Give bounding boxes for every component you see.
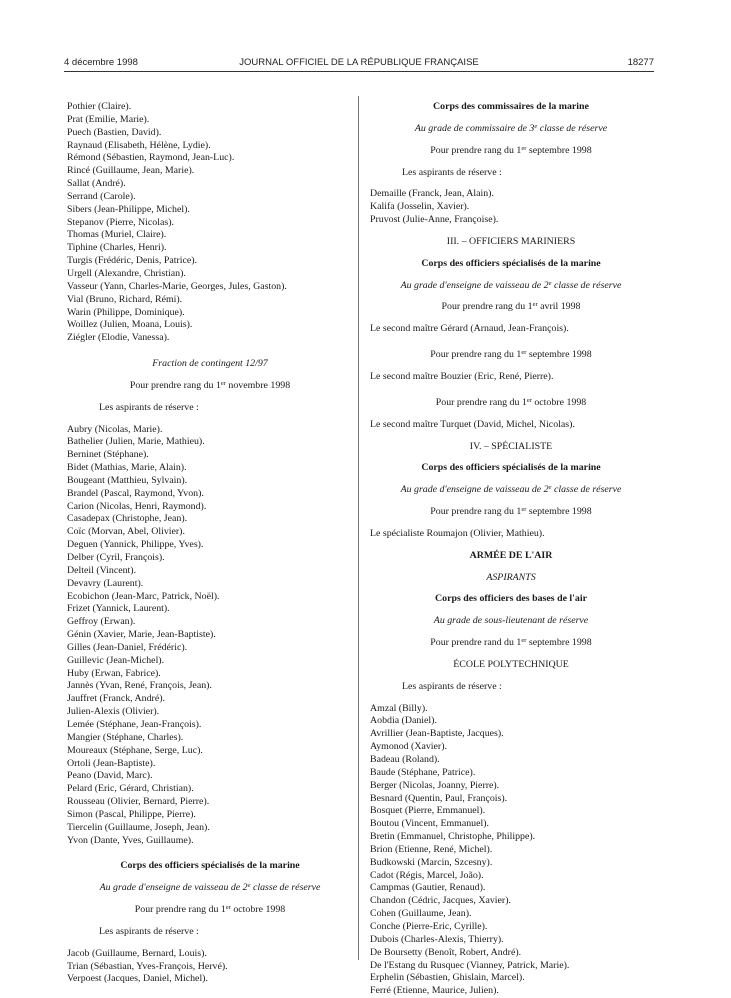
- list-item: Ortoli (Jean-Baptiste).: [67, 757, 156, 769]
- list-item: Rémond (Sébastien, Raymond, Jean-Luc).: [67, 152, 235, 164]
- corps-heading: Corps des commissaires de la marine: [433, 101, 589, 112]
- aspirants-label: Les aspirants de réserve :: [402, 166, 502, 178]
- list-item: Jacob (Guillaume, Bernard, Louis).: [67, 947, 207, 959]
- rank-line: Pour prendre rang du 1er avril 1998: [441, 301, 581, 313]
- spacer: [370, 519, 652, 528]
- list-item: Ziégler (Elodie, Vanessa).: [67, 332, 170, 344]
- list-item: Raynaud (Elisabeth, Hélène, Lydie).: [67, 139, 211, 151]
- spacer: [370, 497, 652, 506]
- spacer: [67, 415, 353, 424]
- rank-line: Pour prendre rang du 1er octobre 1998: [435, 396, 587, 408]
- spacer: [67, 371, 353, 380]
- list-item: Warin (Philippe, Dominique).: [67, 306, 185, 318]
- list-item: Bathelier (Julien, Marie, Mathieu).: [67, 436, 205, 448]
- spacer: [370, 136, 652, 145]
- list-item: Jannès (Yvan, René, François, Jean).: [67, 680, 212, 692]
- list-item: Tiercelin (Guillaume, Joseph, Jean).: [67, 821, 210, 833]
- spacer: [370, 606, 652, 615]
- list-item: Thomas (Muriel, Claire).: [67, 229, 167, 241]
- grade-line: Au grade d'enseigne de vaisseau de 2e classe de réserve: [400, 279, 622, 291]
- spacer: [67, 939, 353, 948]
- corps-heading: Corps des officiers des bases de l'air: [435, 593, 587, 605]
- corps-heading: Corps des officiers spécialisés de la marine: [421, 462, 601, 474]
- list-item: Aymonod (Xavier).: [370, 741, 447, 753]
- list-item: Urgell (Alexandre, Christian).: [67, 267, 186, 279]
- grade-line: Au grade d'enseigne de vaisseau de 2e classe de réserve: [400, 484, 622, 496]
- right-column: [370, 101, 652, 998]
- spacer: [370, 584, 652, 593]
- list-item: Dubois (Charles-Alexis, Thierry).: [370, 933, 504, 945]
- list-item: Frizet (Yannick, Laurent).: [67, 603, 170, 615]
- spacer: [67, 847, 353, 860]
- list-item: Woillez (Julien, Moana, Louis).: [67, 319, 193, 331]
- list-item: Cohen (Guillaume, Jean).: [370, 908, 472, 920]
- list-item: Badeau (Roland).: [370, 754, 440, 765]
- list-item: Vial (Bruno, Richard, Rémi).: [67, 293, 183, 305]
- list-item: Delber (Cyril, François).: [67, 552, 165, 563]
- list-item: Bretin (Emmanuel, Christophe, Philippe).: [370, 831, 536, 843]
- rank-line: Pour prendre rang du 1er septembre 1998: [430, 349, 592, 361]
- list-item: De Boursetty (Benoît, Robert, André).: [370, 946, 522, 958]
- list-item: Rousseau (Olivier, Bernard, Pierre).: [67, 796, 210, 808]
- list-item: Sibers (Jean-Philippe, Michel).: [67, 203, 190, 215]
- list-item: Bougeant (Matthieu, Sylvain).: [67, 474, 188, 486]
- page-header: [64, 56, 654, 70]
- grade-line: Au grade de commissaire de 3e classe de réserve: [414, 122, 608, 134]
- list-item: Sallat (André).: [67, 178, 126, 190]
- rank-line: Pour prendre rang du 1er novembre 1998: [129, 379, 291, 391]
- spacer: [370, 384, 652, 397]
- spacer: [370, 410, 652, 419]
- list-item: Carion (Nicolas, Henri, Raymond).: [67, 500, 207, 512]
- header-page-number: 18277: [627, 57, 654, 68]
- list-item: Moureaux (Stéphane, Serge, Luc).: [67, 744, 203, 756]
- list-item: Aubry (Nicolas, Marie).: [67, 423, 163, 435]
- rank-line: Pour prendre rang du 1er septembre 1998: [430, 144, 592, 156]
- list-item: Yvon (Dante, Yves, Guillaume).: [67, 834, 194, 846]
- spacer: [370, 475, 652, 484]
- header-rule: [64, 71, 654, 72]
- list-item: Budkowski (Marcin, Szcesny).: [370, 856, 493, 868]
- list-item: Berninet (Stéphane).: [67, 449, 149, 461]
- list-item: Puech (Bastien, David).: [67, 126, 162, 138]
- aspirants-label: Les aspirants de réserve :: [99, 925, 199, 937]
- list-item: Boutou (Vincent, Emmanuel).: [370, 818, 489, 830]
- list-item: Peano (David, Marc).: [67, 770, 153, 782]
- list-item: Prat (Emilie, Marie).: [67, 113, 150, 125]
- list-item: Bidet (Mathias, Marie, Alain).: [67, 462, 187, 474]
- list-item: Coïc (Morvan, Abel, Olivier).: [67, 526, 185, 538]
- spacer: [370, 271, 652, 280]
- ecole-heading: ÉCOLE POLYTECHNIQUE: [453, 658, 569, 670]
- list-item: Pruvost (Julie-Anne, Françoise).: [370, 214, 499, 226]
- spacer: [370, 672, 652, 681]
- aspirants-label: Les aspirants de réserve :: [99, 401, 199, 413]
- list-item: Conche (Pierre-Eric, Cyrille).: [370, 920, 488, 932]
- list-item: Ecobichon (Jean-Marc, Patrick, Noël).: [67, 590, 220, 602]
- list-item: Pelard (Eric, Gérard, Christian).: [67, 783, 194, 795]
- appointment-line: Le spécialiste Roumajon (Olivier, Mathieu).: [370, 527, 545, 539]
- list-item: Simon (Pascal, Philippe, Pierre).: [67, 808, 196, 820]
- list-item: De l'Estang du Rusquec (Vianney, Patrick, Marie).: [370, 959, 570, 971]
- list-item: Deguen (Yannick, Philippe, Yves).: [67, 539, 204, 551]
- section-heading: III. – OFFICIERS MARINIERS: [446, 235, 576, 247]
- rank-line: Pour prendre rang du 1er octobre 1998: [134, 904, 286, 916]
- list-item: Berger (Nicolas, Joanny, Pierre).: [370, 779, 500, 791]
- list-item: Pothier (Claire).: [67, 101, 132, 112]
- list-item: Demaille (Franck, Jean, Alain).: [370, 188, 494, 200]
- list-item: Brandel (Pascal, Raymond, Yvon).: [67, 487, 204, 499]
- spacer: [370, 336, 652, 349]
- section-heading: IV. – SPÉCIALISTE: [469, 440, 553, 452]
- spacer: [67, 917, 353, 926]
- list-item: Lemée (Stéphane, Jean-François).: [67, 718, 202, 730]
- list-item: Brion (Etienne, René, Michel).: [370, 843, 493, 855]
- list-item: Ferré (Etienne, Maurice, Julien).: [370, 985, 499, 997]
- list-item: Cadot (Régis, Marcel, João).: [370, 869, 484, 881]
- grade-line: Au grade de sous-lieutenant de réserve: [433, 615, 589, 627]
- spacer: [370, 227, 652, 236]
- list-item: Huby (Erwan, Fabrice).: [67, 667, 161, 679]
- list-item: Vasseur (Yann, Charles-Marie, Georges, Jules, Gaston).: [67, 280, 287, 292]
- list-item: Guillevic (Jean-Michel).: [67, 654, 165, 666]
- list-item: Génin (Xavier, Marie, Jean-Baptiste).: [67, 629, 216, 641]
- list-item: Stepanov (Pierre, Nicolas).: [67, 216, 174, 228]
- list-item: Baude (Stéphane, Patrice).: [370, 766, 476, 778]
- grade-line: Au grade d'enseigne de vaisseau de 2e classe de réserve: [99, 882, 321, 894]
- corps-heading: Corps des officiers spécialisés de la marine: [120, 860, 300, 872]
- spacer: [370, 628, 652, 637]
- list-item: Avrillier (Jean-Baptiste, Jacques).: [370, 728, 504, 740]
- left-column: [67, 101, 353, 986]
- list-item: Jauffret (Franck, André).: [67, 693, 165, 705]
- list-item: Campmas (Gautier, Renaud).: [370, 882, 486, 894]
- header-date: 4 décembre 1998: [64, 57, 138, 68]
- spacer: [370, 362, 652, 371]
- spacer: [370, 694, 652, 703]
- spacer: [370, 453, 652, 462]
- list-item: Delteil (Vincent).: [67, 564, 137, 576]
- corps-heading: Corps des officiers spécialisés de la marine: [421, 257, 601, 269]
- spacer: [370, 650, 652, 659]
- list-item: Aobdia (Daniel).: [370, 715, 437, 727]
- list-item: Mangier (Stéphane, Charles).: [67, 731, 184, 743]
- list-item: Rincé (Guillaume, Jean, Marie).: [67, 165, 195, 177]
- spacer: [370, 179, 652, 188]
- list-item: Bosquet (Pierre, Emmanuel).: [370, 805, 486, 817]
- list-item: Chandon (Cédric, Jacques, Xavier).: [370, 895, 511, 907]
- appointment-line: Le second maître Gérard (Arnaud, Jean-François).: [370, 323, 569, 335]
- list-item: Serrand (Carole).: [67, 190, 136, 202]
- list-item: Devavry (Laurent).: [67, 577, 144, 589]
- appointment-line: Le second maître Bouzier (Eric, René, Pierre).: [370, 370, 554, 382]
- fraction-heading: Fraction de contingent 12/97: [152, 358, 268, 370]
- list-item: Erphelin (Sébastien, Ghislain, Marcel).: [370, 972, 525, 984]
- list-item: Trian (Sébastian, Yves-François, Hervé).: [67, 960, 228, 972]
- rank-line: Pour prendre rand du 1er septembre 1998: [430, 637, 592, 649]
- list-item: Gilles (Jean-Daniel, Frédéric).: [67, 641, 188, 653]
- spacer: [370, 541, 652, 550]
- spacer: [67, 873, 353, 882]
- spacer: [67, 345, 353, 358]
- list-item: Verpoest (Jacques, Daniel, Michel).: [67, 973, 208, 985]
- list-item: Besnard (Quentin, Paul, François).: [370, 792, 508, 804]
- spacer: [370, 158, 652, 167]
- spacer: [370, 432, 652, 441]
- armee-heading: ARMÉE DE L'AIR: [469, 549, 553, 561]
- list-item: Geffroy (Erwan).: [67, 616, 136, 628]
- header-journal-title: JOURNAL OFFICIEL DE LA RÉPUBLIQUE FRANÇAISE: [239, 57, 479, 68]
- aspirants-label: Les aspirants de réserve :: [402, 680, 502, 692]
- list-item: Kalifa (Josselin, Xavier).: [370, 201, 470, 213]
- aspirants-heading: ASPIRANTS: [486, 571, 536, 583]
- column-divider: [358, 96, 359, 960]
- rank-line: Pour prendre rang du 1er septembre 1998: [430, 506, 592, 518]
- spacer: [370, 114, 652, 123]
- list-item: Tiphine (Charles, Henri).: [67, 242, 167, 254]
- spacer: [370, 563, 652, 572]
- list-item: Julien-Alexis (Olivier).: [67, 706, 160, 718]
- spacer: [370, 314, 652, 323]
- spacer: [67, 895, 353, 904]
- list-item: Turgis (Frédéric, Denis, Patrice).: [67, 255, 197, 267]
- list-item: Amzal (Billy).: [370, 702, 428, 714]
- spacer: [67, 393, 353, 402]
- spacer: [370, 292, 652, 301]
- appointment-line: Le second maître Turquet (David, Michel, Nicolas).: [370, 418, 575, 430]
- list-item: Casadepax (Christophe, Jean).: [67, 513, 188, 525]
- spacer: [370, 249, 652, 258]
